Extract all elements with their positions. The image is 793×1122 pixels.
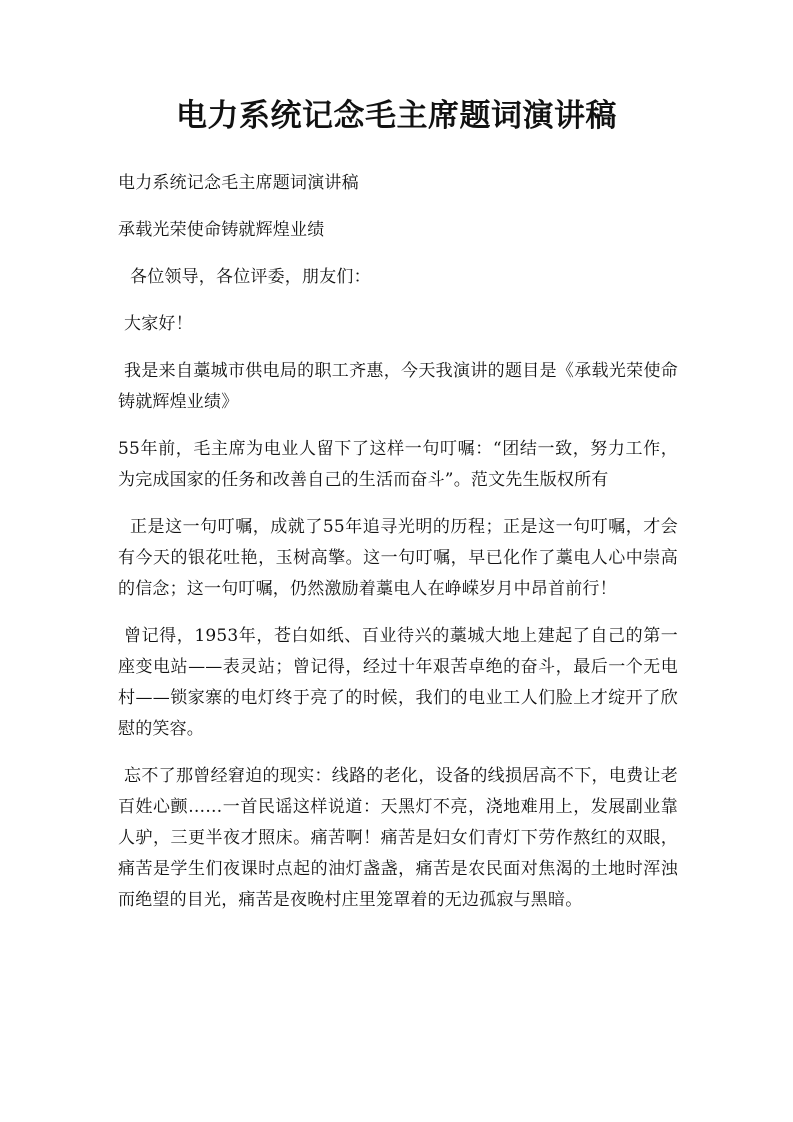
paragraph-motto: 正是这一句叮嘱，成就了55年追寻光明的历程；正是这一句叮嘱，才会有今天的银花吐艳，玉树高擎。这一句叮嘱，早已化作了藁电人心中崇高的信念；这一句叮嘱，仍然激励着藁电人在峥嵘岁月中昂首前行！ xyxy=(118,517,678,599)
paragraph-theme: 承载光荣使命铸就辉煌业绩 xyxy=(118,220,325,240)
paragraph-subtitle: 电力系统记念毛主席题词演讲稿 xyxy=(118,173,359,193)
paragraph-history: 55年前，毛主席为电业人留下了这样一句叮嘱：“团结一致，努力工作，为完成国家的任务和改善自己的生活而奋斗”。范文先生版权所有 xyxy=(118,439,678,490)
document-body xyxy=(118,168,678,932)
paragraph-intro: 我是来自藁城市供电局的职工齐惠，今天我演讲的题目是《承载光荣使命铸就辉煌业绩》 xyxy=(118,361,678,412)
paragraph-hardship: 忘不了那曾经窘迫的现实：线路的老化，设备的线损居高不下，电费让老百姓心颤……一首民谣这样说道：天黑灯不亮，浇地难用上，发展副业靠人驴，三更半夜才照床。痛苦啊！痛苦是妇女们青灯下劳作熬红的双眼，痛苦是学生们夜课时点起的油灯盏盏，痛苦是农民面对焦渴的土地时浑浊而绝望的目光，痛苦是夜晚村庄里笼罩着的无边孤寂与黑暗。 xyxy=(118,766,678,910)
paragraph-greeting: 各位领导，各位评委，朋友们： xyxy=(130,267,371,287)
document-title: 电力系统记念毛主席题词演讲稿 xyxy=(176,98,617,134)
paragraph-hello: 大家好！ xyxy=(124,314,193,334)
paragraph-memory: 曾记得，1953年，苍白如纸、百业待兴的藁城大地上建起了自己的第一座变电站——表灵站；曾记得，经过十年艰苦卓绝的奋斗，最后一个无电村——锁家寨的电灯终于亮了的时候，我们的电业工人们脸上才绽开了欣慰的笑容。 xyxy=(118,626,678,739)
